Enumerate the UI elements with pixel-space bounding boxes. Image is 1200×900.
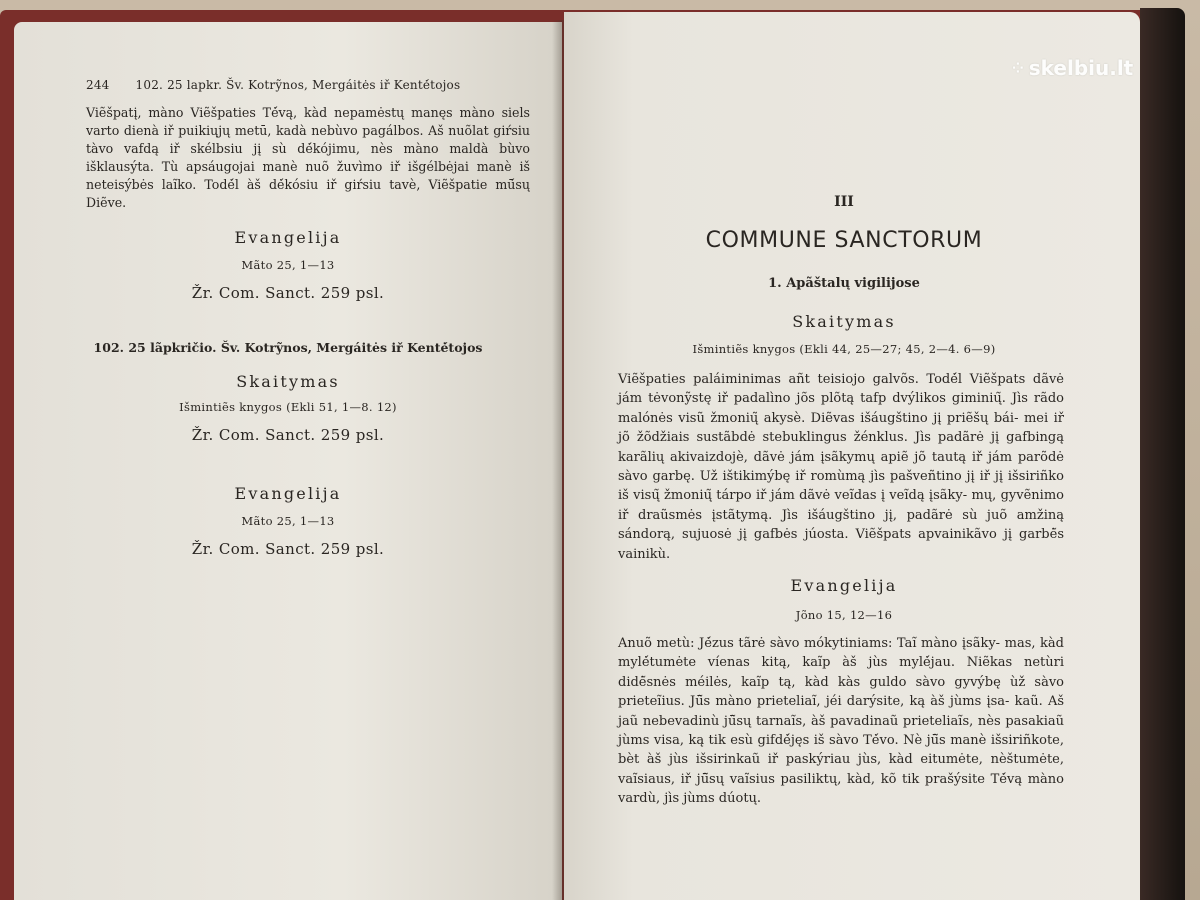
evangelija-reference-2: Mãto 25, 1—13 [241,514,335,528]
running-head-title: 102. 25 lapkr. Šv. Kotrỹnos, Mergáitės iř Kentė́tojos [135,78,461,92]
evangelija-heading-1: Evangelija [234,228,342,247]
evangelija-heading-2: Evangelija [234,484,342,503]
skaitymas-heading-right: Skaitymas [792,312,896,331]
evangelija-see-1: Žr. Com. Sanct. 259 psl. [191,284,385,302]
skelbiu-watermark [1012,56,1133,80]
skaitymas-reference: Išmintiẽs knygos (Ekli 51, 1—8. 12) [179,400,397,414]
skaitymas-heading: Skaitymas [236,372,340,391]
skaitymas-text: Viẽšpaties paláiminimas añt teisiojo galvõs. Todė́l Viẽšpats dãvė jám tėvonỹstę iř padalìno jõs plõtą tafp dvýlikos giminių̃. Jìs rãdo malónės visũ žmonių̃ akysè. Diẽvas išáugštino jį priẽšų bái- mei iř jõ žõdžiais sustãbdė stebuklingus žénklus. Jìs padãrė jį gafbingą karãlių akivaizdojè, dãvė jám įsãkymų apiẽ jõ tautą iř jám parõdė sàvo garbę. Už ištikimýbę iř romùmą jìs pašveñtino jį iř jį išsiriñko iš visų̃ žmonių̃ tárpo iř jám dãvė veĩdas į veĩdą įsãky- mų, gyvẽnimo iř draũsmės įstãtymą. Jìs išáugštino jį, padãrė sù juõ amžiną sándorą, sujuosė jį gafbės júosta. Viẽšpats apvainikãvo jį garbė̃s vainikù. [618,372,1064,562]
running-head [86,78,460,92]
section-title: COMMUNE SANCTORUM [705,228,983,253]
section-number: III [834,194,854,210]
evangelija-see-2: Žr. Com. Sanct. 259 psl. [191,540,385,558]
skaitymas-see: Žr. Com. Sanct. 259 psl. [191,426,385,444]
evangelija-reference-1: Mãto 25, 1—13 [241,258,335,272]
page-number: 244 [86,78,110,92]
watermark-dots-icon: ⁘ [1012,61,1025,77]
book-spine-edge [1140,8,1185,900]
skaitymas-reference-right: Išmintiẽs knygos (Ekli 44, 25—27; 45, 2—4. 6—9) [692,342,996,356]
right-page [564,12,1140,900]
evangelija-heading-right: Evangelija [790,576,898,595]
watermark-text: skelbiu.lt [1028,56,1134,80]
feast-title: 102. 25 lãpkričio. Šv. Kotrỹnos, Mergáitės iř Kentė́tojos [93,340,483,355]
subsection-title: 1. Apãštalų vigilijose [768,276,920,291]
evangelija-reference-right: Jõno 15, 12—16 [795,608,893,622]
top-paragraph: Viẽšpatį, màno Viẽšpaties Tė́vą, kàd nepamėstų manęs màno siels varto dienà iř puikiųjų metū, kadà nebùvo pagálbos. Aš nuõlat giŕsiu tàvo vafdą iř skélbsiu jį sù dė́kójimu, nès màno maldà bùvo išklausýta. Tù apsáugojai manè nuõ žuvìmo iř išgélbėjai manè iš neteisýbės laĩko. Todė́l àš dė́kósiu iř giŕsiu tavè, Viẽšpatie mū́sų Diẽve. [86,105,530,210]
evangelija-text: Anuõ metù: Jė́zus tãrė sàvo mókytiniams: Taĩ màno įsãky- mas, kàd mylė́tumėte víenas kitą, kaĩp àš jùs mylė́jau. Niẽkas netùri didė̃snės méilės, kaĩp tą, kàd kàs guldo sàvo gyvýbę ùž sàvo prieteĩius. Jū̃s màno prieteliaĩ, jéi darýsite, ką àš jùms įsa- kaũ. Aš jaũ nebevadinù jū̃sų tarnaĩs, àš pavadinaũ prieteliaĩs, nès pasakiaũ jùms visa, ką tik esù gifdė́jęs iš sàvo Tė́vo. Nè jū̃s manè išsiriñkote, bèt àš jùs išsirinkaũ iř paskýriau jùs, kàd eitumėte, nèštumėte, vaĩsiaus, iř jū̃sų vaĩsius pasiliktų, kàd, kõ tik prašýsite Tė́vą màno vardù, jìs jùms dúotų. [618,636,1064,807]
left-page [14,22,562,900]
